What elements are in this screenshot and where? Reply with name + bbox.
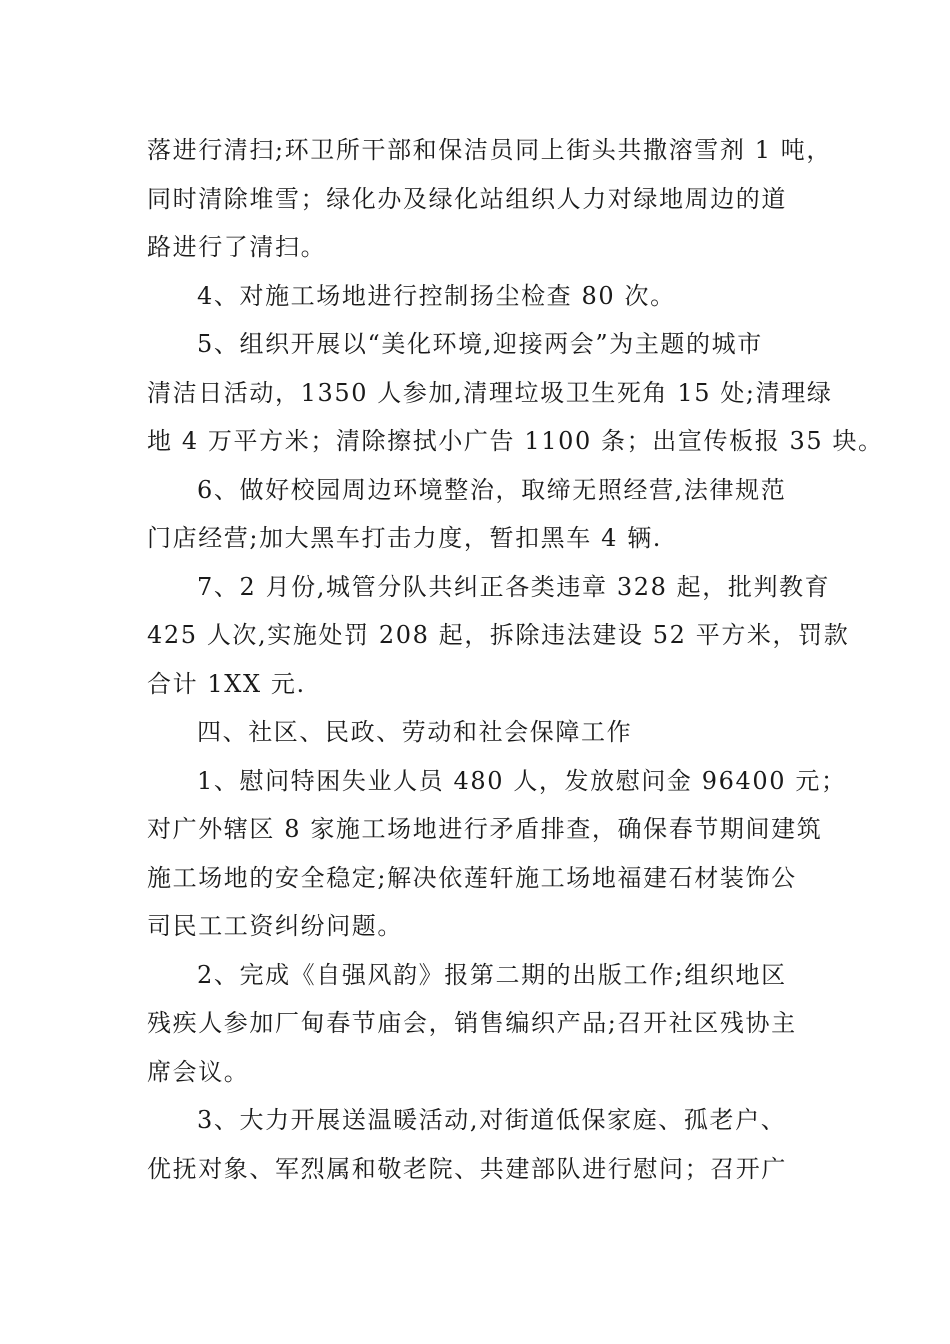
text-line: 地 4 万平方米；清除擦拭小广告 1100 条；出宣传板报 35 块。 (147, 427, 884, 455)
paragraph-start-line: 2、完成《自强风韵》报第二期的出版工作;组织地区 (197, 960, 787, 989)
text-line: 合计 1XX 元. (147, 669, 306, 698)
text-line: 清洁日活动，1350 人参加,清理垃圾卫生死角 15 处;清理绿 (147, 378, 833, 407)
text-line: 司民工工资纠纷问题。 (147, 912, 403, 940)
document-body (147, 126, 884, 1193)
paragraph-start-line: 6、做好校园周边环境整治，取缔无照经营,法律规范 (197, 475, 787, 504)
text-line: 同时清除堆雪；绿化办及绿化站组织人力对绿地周边的道 (147, 184, 787, 213)
text-line: 门店经营;加大黑车打击力度，暂扣黑车 4 辆. (147, 524, 663, 552)
text-line: 落进行清扫;环卫所干部和保洁员同上街头共撒溶雪剂 1 吨， (147, 136, 833, 164)
text-line: 残疾人参加厂甸春节庙会，销售编织产品;召开社区残协主 (147, 1009, 797, 1037)
paragraph-start-line: 7、2 月份,城管分队共纠正各类违章 328 起，批判教育 (197, 572, 831, 601)
text-line: 425 人次,实施处罚 208 起，拆除违法建设 52 平方米，罚款 (147, 621, 850, 649)
paragraph-start-line: 1、慰问特困失业人员 480 人，发放慰问金 96400 元； (197, 766, 847, 795)
paragraph-start-line: 5、组织开展以“美化环境,迎接两会”为主题的城市 (197, 330, 763, 358)
paragraph-start-line: 3、大力开展送温暖活动,对街道低保家庭、孤老户、 (197, 1106, 787, 1134)
text-line: 对广外辖区 8 家施工场地进行矛盾排查，确保春节期间建筑 (147, 815, 823, 843)
text-line: 施工场地的安全稳定;解决依莲轩施工场地福建石材装饰公 (147, 863, 797, 892)
paragraph-start-line: 4、对施工场地进行控制扬尘检查 80 次。 (197, 281, 676, 310)
text-line: 席会议。 (147, 1057, 250, 1086)
text-line: 优抚对象、军烈属和敬老院、共建部队进行慰问；召开广 (147, 1154, 787, 1183)
section-heading: 四、社区、民政、劳动和社会保障工作 (197, 718, 633, 746)
text-line: 路进行了清扫。 (147, 233, 327, 261)
